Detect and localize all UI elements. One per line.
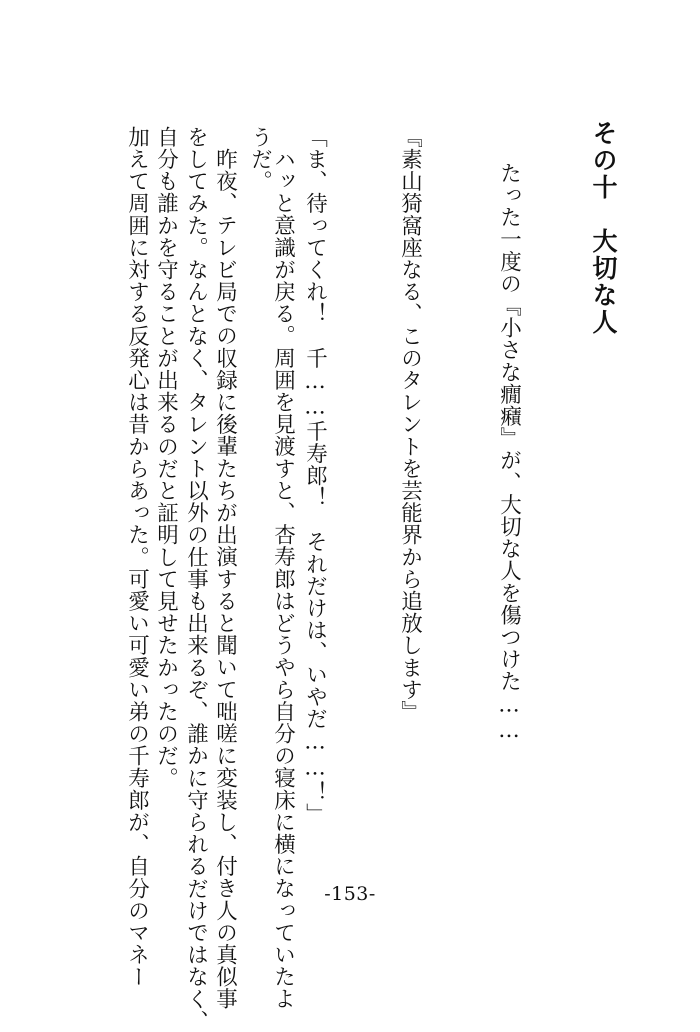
text-line-7: うだ。 [247,126,273,193]
text-line-8: 昨夜、テレビ局での収録に後輩たちが出演すると聞いて咄嗟に変装し、付き人の真似事 [212,148,238,1010]
page-number: -153- [324,883,376,905]
text-line-1: たった一度の『小さな癇癪』が、大切な人を傷つけた…… [496,162,522,744]
text-line-6: ハッと意識が戻る。周囲を見渡すと、杏寿郎はどうやら自分の寝床に横になっていたよ [270,148,296,1010]
text-line-10: 自分も誰かを守ることが出来るのだと証明して見せたかったのだ。 [153,126,179,789]
text-line-5: 「ま、待ってくれ！ 千……千寿郎！ それだけは、いやだ……！」 [302,126,328,826]
text-line-3: 『素山猗窩座なる、このタレントを芸能界から追放します』 [397,126,423,723]
text-line-9: をしてみた。なんとなく、タレント以外の仕事も出来るぞ、誰かに守られるだけではなく、 [183,126,209,1032]
chapter-title: その十 大切な人 [589,120,618,336]
text-line-11: 加えて周囲に対する反発心は昔からあった。可愛い可愛い弟の千寿郎が、自分のマネー [124,126,150,988]
